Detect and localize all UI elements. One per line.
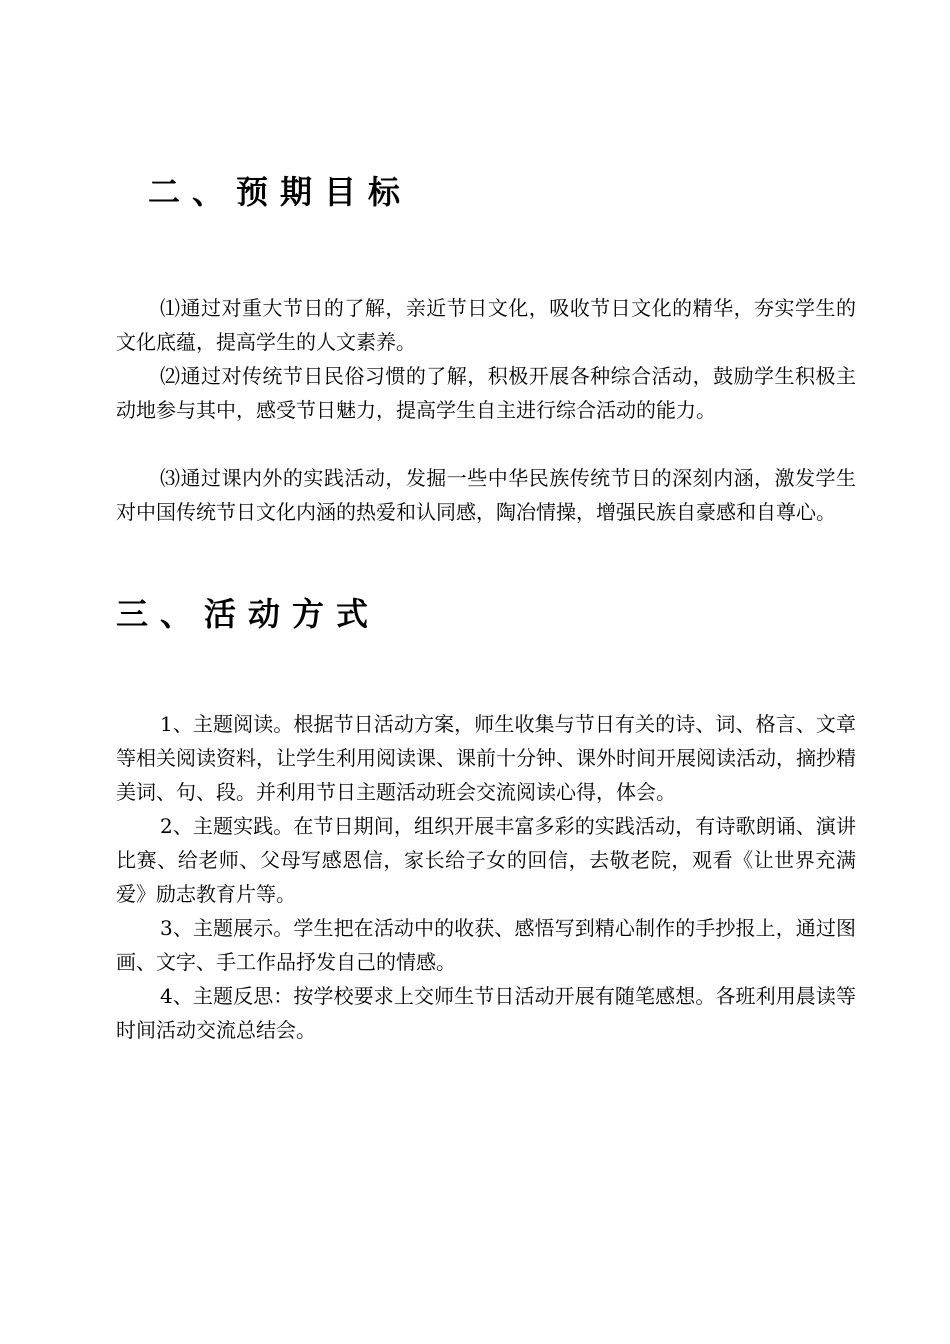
goal-item-3: ⑶通过课内外的实践活动，发掘一些中华民族传统节日的深刻内涵，激发学生对中国传统节日文化内涵的热爱和认同感，陶冶情操，增强民族自豪感和自尊心。 bbox=[116, 466, 856, 524]
goal-item-2: ⑵通过对传统节日民俗习惯的了解，积极开展各种综合活动，鼓励学生积极主动地参与其中，感受节日魅力，提高学生自主进行综合活动的能力。 bbox=[116, 364, 856, 422]
section-heading-expected-goals: 二、预期目标 bbox=[148, 173, 413, 211]
method-item-3: 3、主题展示。学生把在活动中的收获、感悟写到精心制作的手抄报上，通过图画、文字、手工作品抒发自己的情感。 bbox=[116, 916, 856, 974]
method-item-2: 2、主题实践。在节日期间，组织开展丰富多彩的实践活动，有诗歌朗诵、演讲比赛、给老师、父母写感恩信，家长给子女的回信，去敬老院，观看《让世界充满爱》励志教育片等。 bbox=[116, 814, 856, 906]
section-heading-activity-methods: 三、活动方式 bbox=[116, 595, 381, 633]
method-item-1: 1、主题阅读。根据节日活动方案，师生收集与节日有关的诗、词、格言、文章等相关阅读资料，让学生利用阅读课、课前十分钟、课外时间开展阅读活动，摘抄精美词、句、段。并利用节日主题活动班会交流阅读心得，体会。 bbox=[116, 712, 856, 804]
goal-item-1: ⑴通过对重大节日的了解，亲近节日文化，吸收节日文化的精华，夯实学生的文化底蕴，提高学生的人文素养。 bbox=[116, 296, 856, 354]
method-item-4: 4、主题反思：按学校要求上交师生节日活动开展有随笔感想。各班利用晨读等时间活动交流总结会。 bbox=[116, 984, 856, 1042]
